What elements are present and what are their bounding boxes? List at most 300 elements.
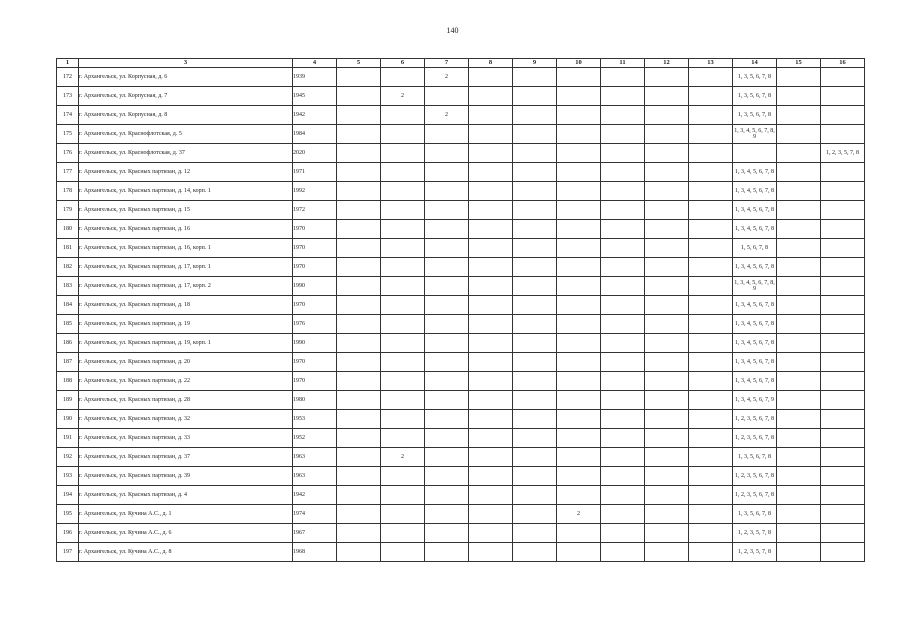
column-header: 16	[821, 59, 865, 68]
col10-cell	[557, 144, 601, 163]
col5-cell	[337, 201, 381, 220]
col11-cell	[601, 315, 645, 334]
table-row	[57, 505, 865, 524]
table-row	[57, 68, 865, 87]
col12-cell	[645, 277, 689, 296]
col14-cell: 1, 3, 4, 5, 6, 7, 8	[733, 163, 777, 182]
col15-cell	[777, 296, 821, 315]
col15-cell	[777, 372, 821, 391]
col13-cell	[689, 334, 733, 353]
year-cell: 1970	[293, 353, 337, 372]
col12-cell	[645, 353, 689, 372]
col10-cell	[557, 353, 601, 372]
col13-cell	[689, 296, 733, 315]
col15-cell	[777, 334, 821, 353]
col14-cell: 1, 3, 4, 5, 6, 7, 8	[733, 315, 777, 334]
col8-cell	[469, 125, 513, 144]
year-cell: 1952	[293, 429, 337, 448]
col13-cell	[689, 429, 733, 448]
col15-cell	[777, 353, 821, 372]
table-row	[57, 163, 865, 182]
col8-cell	[469, 258, 513, 277]
table-row	[57, 125, 865, 144]
col15-cell	[777, 524, 821, 543]
col14-cell: 1, 3, 5, 6, 7, 8	[733, 106, 777, 125]
col6-cell	[381, 106, 425, 125]
col15-cell	[777, 486, 821, 505]
col8-cell	[469, 334, 513, 353]
col5-cell	[337, 448, 381, 467]
row-number-cell: 192	[57, 448, 79, 467]
year-cell: 1970	[293, 239, 337, 258]
year-cell: 1942	[293, 106, 337, 125]
col6-cell	[381, 429, 425, 448]
table-row	[57, 220, 865, 239]
col10-cell	[557, 334, 601, 353]
year-cell: 1963	[293, 448, 337, 467]
col6-cell	[381, 68, 425, 87]
row-number-cell: 179	[57, 201, 79, 220]
address-cell: г. Архангельск, ул. Кучина А.С., д. 6	[79, 524, 293, 543]
col11-cell	[601, 106, 645, 125]
column-header: 3	[79, 59, 293, 68]
col5-cell	[337, 68, 381, 87]
row-number-cell: 187	[57, 353, 79, 372]
year-cell: 1970	[293, 220, 337, 239]
col13-cell	[689, 391, 733, 410]
col16-cell	[821, 429, 865, 448]
col12-cell	[645, 106, 689, 125]
col9-cell	[513, 296, 557, 315]
col11-cell	[601, 220, 645, 239]
column-header: 14	[733, 59, 777, 68]
col14-cell: 1, 3, 5, 6, 7, 8	[733, 505, 777, 524]
col5-cell	[337, 372, 381, 391]
col15-cell	[777, 410, 821, 429]
col16-cell	[821, 334, 865, 353]
address-cell: г. Архангельск, ул. Красных партизан, д. 4	[79, 486, 293, 505]
row-number-cell: 175	[57, 125, 79, 144]
row-number-cell: 174	[57, 106, 79, 125]
col6-cell	[381, 258, 425, 277]
col14-cell: 1, 3, 4, 5, 6, 7, 8	[733, 334, 777, 353]
col9-cell	[513, 429, 557, 448]
col11-cell	[601, 467, 645, 486]
col7-cell	[425, 429, 469, 448]
col6-cell	[381, 486, 425, 505]
column-header: 1	[57, 59, 79, 68]
col12-cell	[645, 372, 689, 391]
col7-cell	[425, 182, 469, 201]
col7-cell	[425, 144, 469, 163]
col12-cell	[645, 467, 689, 486]
col9-cell	[513, 543, 557, 562]
col8-cell	[469, 543, 513, 562]
building-registry-table	[56, 58, 865, 562]
col6-cell	[381, 144, 425, 163]
year-cell: 1990	[293, 277, 337, 296]
row-number-cell: 186	[57, 334, 79, 353]
col5-cell	[337, 87, 381, 106]
col7-cell: 2	[425, 68, 469, 87]
column-header: 5	[337, 59, 381, 68]
year-cell: 1953	[293, 410, 337, 429]
col11-cell	[601, 239, 645, 258]
col8-cell	[469, 372, 513, 391]
col7-cell	[425, 448, 469, 467]
col11-cell	[601, 353, 645, 372]
col7-cell	[425, 410, 469, 429]
col12-cell	[645, 524, 689, 543]
row-number-cell: 195	[57, 505, 79, 524]
col7-cell	[425, 334, 469, 353]
year-cell: 1939	[293, 68, 337, 87]
col6-cell	[381, 220, 425, 239]
col8-cell	[469, 239, 513, 258]
col14-cell: 1, 2, 3, 5, 6, 7, 8	[733, 410, 777, 429]
row-number-cell: 197	[57, 543, 79, 562]
col8-cell	[469, 68, 513, 87]
year-cell: 1970	[293, 372, 337, 391]
col15-cell	[777, 125, 821, 144]
col13-cell	[689, 353, 733, 372]
col8-cell	[469, 505, 513, 524]
col15-cell	[777, 239, 821, 258]
col14-cell: 1, 3, 5, 6, 7, 8	[733, 448, 777, 467]
year-cell: 1980	[293, 391, 337, 410]
col9-cell	[513, 220, 557, 239]
col7-cell	[425, 163, 469, 182]
col15-cell	[777, 391, 821, 410]
col15-cell	[777, 277, 821, 296]
col15-cell	[777, 315, 821, 334]
col10-cell	[557, 201, 601, 220]
col14-cell: 1, 3, 5, 6, 7, 8	[733, 68, 777, 87]
table-row	[57, 258, 865, 277]
col9-cell	[513, 391, 557, 410]
col8-cell	[469, 220, 513, 239]
col8-cell	[469, 315, 513, 334]
col14-cell: 1, 3, 4, 5, 6, 7, 8	[733, 201, 777, 220]
col12-cell	[645, 486, 689, 505]
address-cell: г. Архангельск, ул. Красных партизан, д. 39	[79, 467, 293, 486]
table-row	[57, 87, 865, 106]
col7-cell	[425, 486, 469, 505]
col8-cell	[469, 277, 513, 296]
col8-cell	[469, 182, 513, 201]
col10-cell	[557, 277, 601, 296]
col5-cell	[337, 429, 381, 448]
col5-cell	[337, 524, 381, 543]
col10-cell	[557, 486, 601, 505]
col8-cell	[469, 524, 513, 543]
col12-cell	[645, 87, 689, 106]
col15-cell	[777, 87, 821, 106]
col7-cell	[425, 543, 469, 562]
col6-cell	[381, 163, 425, 182]
column-header: 8	[469, 59, 513, 68]
col13-cell	[689, 277, 733, 296]
address-cell: г. Архангельск, ул. Красных партизан, д. 15	[79, 201, 293, 220]
col16-cell	[821, 448, 865, 467]
col6-cell	[381, 277, 425, 296]
col12-cell	[645, 429, 689, 448]
col5-cell	[337, 296, 381, 315]
table-row	[57, 467, 865, 486]
col11-cell	[601, 125, 645, 144]
col6-cell	[381, 182, 425, 201]
col16-cell	[821, 543, 865, 562]
col10-cell: 2	[557, 505, 601, 524]
address-cell: г. Архангельск, ул. Красных партизан, д. 19	[79, 315, 293, 334]
col13-cell	[689, 258, 733, 277]
col12-cell	[645, 68, 689, 87]
col10-cell	[557, 106, 601, 125]
row-number-cell: 188	[57, 372, 79, 391]
col16-cell	[821, 296, 865, 315]
row-number-cell: 189	[57, 391, 79, 410]
col12-cell	[645, 239, 689, 258]
col13-cell	[689, 543, 733, 562]
col16-cell	[821, 277, 865, 296]
col6-cell	[381, 410, 425, 429]
col16-cell	[821, 505, 865, 524]
col10-cell	[557, 448, 601, 467]
col7-cell	[425, 239, 469, 258]
col14-cell: 1, 2, 3, 5, 6, 7, 8	[733, 429, 777, 448]
col10-cell	[557, 163, 601, 182]
col6-cell	[381, 296, 425, 315]
table-row	[57, 391, 865, 410]
col8-cell	[469, 87, 513, 106]
col6-cell	[381, 467, 425, 486]
col15-cell	[777, 182, 821, 201]
table-row	[57, 315, 865, 334]
col13-cell	[689, 505, 733, 524]
col5-cell	[337, 144, 381, 163]
col5-cell	[337, 467, 381, 486]
year-cell: 1945	[293, 87, 337, 106]
col13-cell	[689, 448, 733, 467]
col10-cell	[557, 524, 601, 543]
col9-cell	[513, 106, 557, 125]
col5-cell	[337, 410, 381, 429]
col8-cell	[469, 353, 513, 372]
column-header: 9	[513, 59, 557, 68]
col8-cell	[469, 106, 513, 125]
col7-cell	[425, 372, 469, 391]
row-number-cell: 194	[57, 486, 79, 505]
col15-cell	[777, 467, 821, 486]
col11-cell	[601, 505, 645, 524]
col13-cell	[689, 182, 733, 201]
col9-cell	[513, 467, 557, 486]
col15-cell	[777, 505, 821, 524]
col12-cell	[645, 448, 689, 467]
col11-cell	[601, 87, 645, 106]
table-row	[57, 296, 865, 315]
col10-cell	[557, 182, 601, 201]
col11-cell	[601, 201, 645, 220]
table-row	[57, 372, 865, 391]
col16-cell	[821, 68, 865, 87]
col10-cell	[557, 220, 601, 239]
col10-cell	[557, 68, 601, 87]
table-row	[57, 543, 865, 562]
col5-cell	[337, 277, 381, 296]
col12-cell	[645, 220, 689, 239]
address-cell: г. Архангельск, ул. Кучина А.С., д. 1	[79, 505, 293, 524]
col5-cell	[337, 182, 381, 201]
col10-cell	[557, 87, 601, 106]
col7-cell	[425, 125, 469, 144]
col7-cell	[425, 258, 469, 277]
address-cell: г. Архангельск, ул. Кучина А.С., д. 8	[79, 543, 293, 562]
col13-cell	[689, 315, 733, 334]
col14-cell: 1, 2, 3, 5, 6, 7, 8	[733, 486, 777, 505]
row-number-cell: 185	[57, 315, 79, 334]
col8-cell	[469, 448, 513, 467]
year-cell: 2020	[293, 144, 337, 163]
table-row	[57, 277, 865, 296]
col5-cell	[337, 505, 381, 524]
table-row	[57, 201, 865, 220]
col9-cell	[513, 372, 557, 391]
row-number-cell: 182	[57, 258, 79, 277]
col13-cell	[689, 144, 733, 163]
col13-cell	[689, 68, 733, 87]
col6-cell	[381, 201, 425, 220]
col13-cell	[689, 239, 733, 258]
col15-cell	[777, 220, 821, 239]
col16-cell	[821, 258, 865, 277]
col16-cell	[821, 391, 865, 410]
col16-cell	[821, 163, 865, 182]
col10-cell	[557, 258, 601, 277]
col12-cell	[645, 201, 689, 220]
col16-cell	[821, 87, 865, 106]
col6-cell	[381, 391, 425, 410]
col7-cell	[425, 391, 469, 410]
col16-cell	[821, 182, 865, 201]
table-row	[57, 353, 865, 372]
col13-cell	[689, 486, 733, 505]
col5-cell	[337, 106, 381, 125]
year-cell: 1974	[293, 505, 337, 524]
col11-cell	[601, 448, 645, 467]
row-number-cell: 191	[57, 429, 79, 448]
year-cell: 1963	[293, 467, 337, 486]
col9-cell	[513, 505, 557, 524]
col16-cell	[821, 125, 865, 144]
col14-cell	[733, 144, 777, 163]
col9-cell	[513, 448, 557, 467]
col12-cell	[645, 334, 689, 353]
col9-cell	[513, 315, 557, 334]
column-header: 7	[425, 59, 469, 68]
col15-cell	[777, 201, 821, 220]
column-header: 6	[381, 59, 425, 68]
address-cell: г. Архангельск, ул. Красных партизан, д. 16, корп. 1	[79, 239, 293, 258]
col14-cell: 1, 3, 4, 5, 6, 7, 8, 9	[733, 125, 777, 144]
col5-cell	[337, 220, 381, 239]
col6-cell	[381, 524, 425, 543]
col13-cell	[689, 163, 733, 182]
col16-cell	[821, 486, 865, 505]
col16-cell	[821, 220, 865, 239]
col12-cell	[645, 144, 689, 163]
col7-cell	[425, 467, 469, 486]
table-row	[57, 448, 865, 467]
column-header: 13	[689, 59, 733, 68]
address-cell: г. Архангельск, ул. Красных партизан, д. 17, корп. 1	[79, 258, 293, 277]
col10-cell	[557, 391, 601, 410]
year-cell: 1971	[293, 163, 337, 182]
col14-cell: 1, 2, 3, 5, 7, 8	[733, 524, 777, 543]
address-cell: г. Архангельск, ул. Красных партизан, д. 19, корп. 1	[79, 334, 293, 353]
col9-cell	[513, 334, 557, 353]
col9-cell	[513, 163, 557, 182]
table-row	[57, 239, 865, 258]
address-cell: г. Архангельск, ул. Красных партизан, д. 14, корп. 1	[79, 182, 293, 201]
col6-cell: 2	[381, 448, 425, 467]
col9-cell	[513, 68, 557, 87]
row-number-cell: 180	[57, 220, 79, 239]
col5-cell	[337, 315, 381, 334]
year-cell: 1976	[293, 315, 337, 334]
col11-cell	[601, 182, 645, 201]
address-cell: г. Архангельск, ул. Краснофлотская, д. 37	[79, 144, 293, 163]
column-header: 11	[601, 59, 645, 68]
col9-cell	[513, 258, 557, 277]
col9-cell	[513, 87, 557, 106]
col14-cell: 1, 2, 3, 5, 6, 7, 8	[733, 467, 777, 486]
col13-cell	[689, 467, 733, 486]
col11-cell	[601, 410, 645, 429]
table-row	[57, 144, 865, 163]
address-cell: г. Архангельск, ул. Красных партизан, д. 18	[79, 296, 293, 315]
address-cell: г. Архангельск, ул. Краснофлотская, д. 5	[79, 125, 293, 144]
col16-cell	[821, 410, 865, 429]
col15-cell	[777, 144, 821, 163]
col7-cell: 2	[425, 106, 469, 125]
col12-cell	[645, 125, 689, 144]
row-number-cell: 181	[57, 239, 79, 258]
col8-cell	[469, 467, 513, 486]
col12-cell	[645, 182, 689, 201]
address-cell: г. Архангельск, ул. Красных партизан, д. 17, корп. 2	[79, 277, 293, 296]
year-cell: 1972	[293, 201, 337, 220]
col6-cell	[381, 505, 425, 524]
col5-cell	[337, 543, 381, 562]
col6-cell	[381, 543, 425, 562]
col13-cell	[689, 220, 733, 239]
col10-cell	[557, 315, 601, 334]
col15-cell	[777, 429, 821, 448]
table-row	[57, 410, 865, 429]
address-cell: г. Архангельск, ул. Корпусная, д. 8	[79, 106, 293, 125]
col13-cell	[689, 410, 733, 429]
col16-cell	[821, 372, 865, 391]
col11-cell	[601, 543, 645, 562]
row-number-cell: 173	[57, 87, 79, 106]
col11-cell	[601, 296, 645, 315]
col7-cell	[425, 87, 469, 106]
col11-cell	[601, 68, 645, 87]
col16-cell	[821, 315, 865, 334]
col6-cell	[381, 125, 425, 144]
col6-cell	[381, 353, 425, 372]
